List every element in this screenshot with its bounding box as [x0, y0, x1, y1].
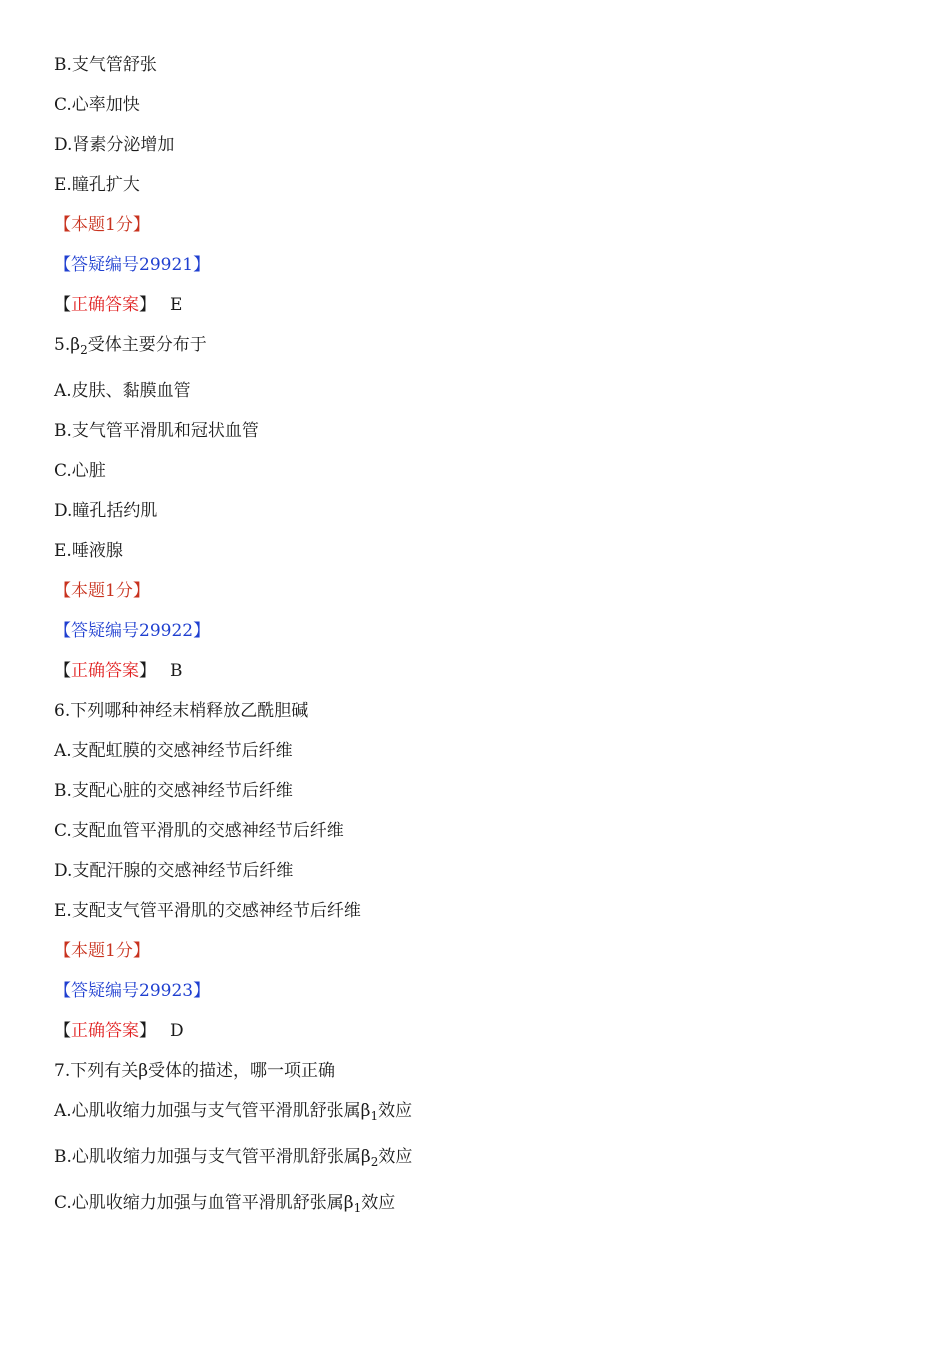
q5-option-a: A.皮肤、黏膜血管	[54, 381, 191, 401]
q5-answer	[54, 660, 183, 682]
bracket-open: 【	[54, 215, 71, 235]
bracket-close: 】	[193, 621, 211, 641]
q4-option-d: D.肾素分泌增加	[54, 135, 175, 155]
q6-option-d: D.支配汗腺的交感神经节后纤维	[54, 861, 294, 881]
correct-answer-label: 正确答案	[71, 1021, 139, 1041]
q6-option-e: E.支配支气管平滑肌的交感神经节后纤维	[54, 901, 361, 921]
q6-score	[54, 940, 150, 962]
bracket-close: 】	[193, 981, 211, 1001]
q5-option-c: C.心脏	[54, 461, 106, 481]
q5-option-b: B.支气管平滑肌和冠状血管	[54, 421, 259, 441]
score-label: 本题1分	[71, 581, 133, 601]
bracket-close: 】	[139, 1021, 156, 1041]
q5-stem-prefix: 5.β	[54, 335, 81, 355]
bracket-open: 【	[54, 295, 71, 315]
q6-question-id	[54, 980, 210, 1002]
bracket-open: 【	[54, 941, 71, 961]
q7-option-b-subscript: 2	[370, 1155, 379, 1169]
q6-option-b: B.支配心脏的交感神经节后纤维	[54, 781, 293, 801]
bracket-close: 】	[132, 941, 150, 961]
q7-option-c	[54, 1192, 395, 1214]
bracket-open: 【	[54, 621, 71, 641]
q4-option-c: C.心率加快	[54, 95, 140, 115]
q5-option-e: E.唾液腺	[54, 541, 123, 561]
bracket-open: 【	[54, 981, 71, 1001]
q7-option-c-text: C.心肌收缩力加强与血管平滑肌舒张属β	[54, 1193, 354, 1213]
q7-option-a	[54, 1100, 412, 1122]
bracket-close: 】	[139, 295, 156, 315]
correct-answer-label: 正确答案	[71, 661, 139, 681]
q4-option-e: E.瞳孔扩大	[54, 175, 140, 195]
q5-stem-subscript: 2	[80, 343, 88, 357]
bracket-close: 】	[132, 215, 150, 235]
bracket-open: 【	[54, 661, 71, 681]
q5-stem-suffix: 受体主要分布于	[87, 335, 207, 355]
q4-answer	[54, 294, 182, 316]
q5-question-id	[54, 620, 210, 642]
bracket-open: 【	[54, 581, 71, 601]
score-label: 本题1分	[71, 215, 133, 235]
q7-option-a-subscript: 1	[370, 1109, 379, 1123]
q5-stem	[54, 334, 207, 356]
q7-option-b-suffix: 效应	[378, 1147, 413, 1167]
bracket-close: 】	[193, 255, 211, 275]
bracket-open: 【	[54, 255, 71, 275]
q4-score	[54, 214, 150, 236]
bracket-open: 【	[54, 1021, 71, 1041]
q7-option-b	[54, 1146, 412, 1168]
q7-stem: 7.下列有关β受体的描述，哪一项正确	[54, 1061, 336, 1081]
bracket-close: 】	[132, 581, 150, 601]
correct-answer-label: 正确答案	[71, 295, 139, 315]
answer-value: B	[170, 661, 183, 681]
q4-option-b: B.支气管舒张	[54, 55, 157, 75]
answer-value: E	[170, 295, 183, 315]
question-id-label: 答疑编号29921	[71, 255, 194, 275]
question-id-label: 答疑编号29923	[71, 981, 194, 1001]
q6-stem: 6.下列哪种神经末梢释放乙酰胆碱	[54, 701, 309, 721]
q7-option-a-text: A.心肌收缩力加强与支气管平滑肌舒张属β	[54, 1101, 371, 1121]
score-label: 本题1分	[71, 941, 133, 961]
q7-option-a-suffix: 效应	[378, 1101, 413, 1121]
q5-option-d: D.瞳孔括约肌	[54, 501, 158, 521]
q6-answer	[54, 1020, 184, 1042]
q7-option-c-suffix: 效应	[361, 1193, 396, 1213]
q7-option-b-text: B.心肌收缩力加强与支气管平滑肌舒张属β	[54, 1147, 371, 1167]
answer-value: D	[170, 1021, 184, 1041]
question-id-label: 答疑编号29922	[71, 621, 194, 641]
bracket-close: 】	[139, 661, 156, 681]
q6-option-c: C.支配血管平滑肌的交感神经节后纤维	[54, 821, 344, 841]
q7-option-c-subscript: 1	[353, 1201, 362, 1215]
q6-option-a: A.支配虹膜的交感神经节后纤维	[54, 741, 293, 761]
q4-question-id	[54, 254, 210, 276]
q5-score	[54, 580, 150, 602]
